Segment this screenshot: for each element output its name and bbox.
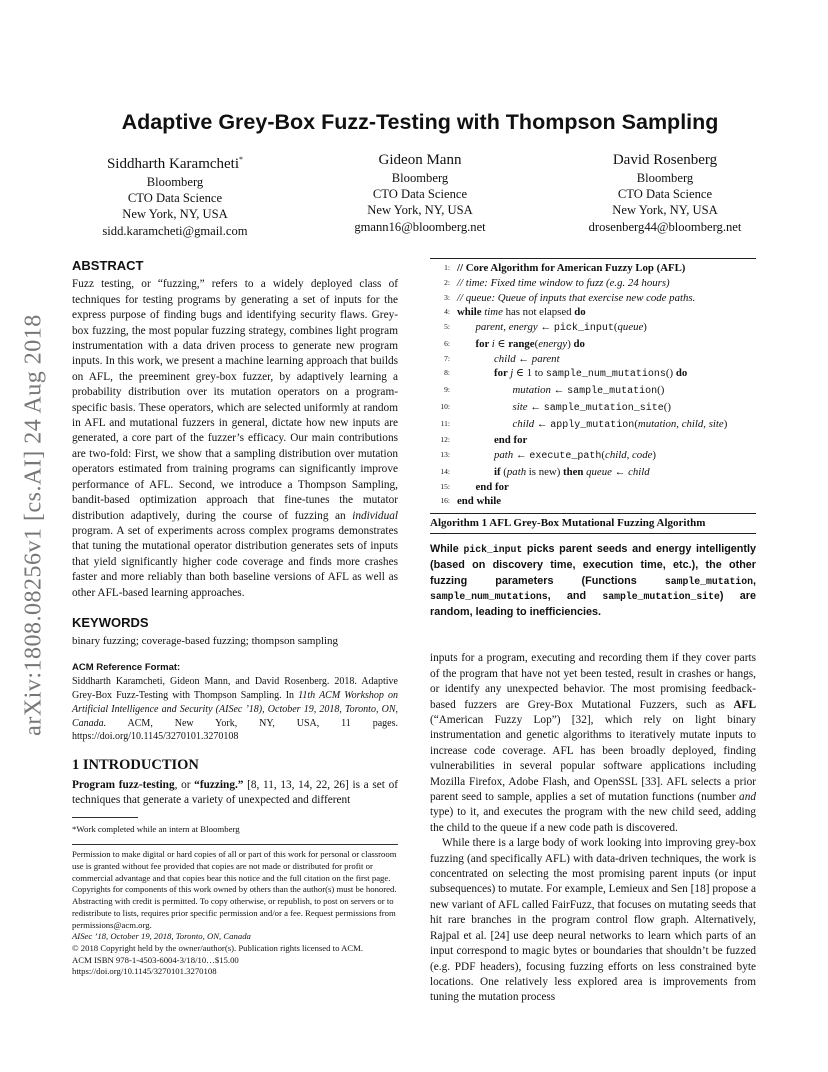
permission-isbn: ACM ISBN 978-1-4503-6004-3/18/10…$15.00 — [72, 954, 239, 965]
text-segment: end for — [475, 480, 509, 493]
line-code — [457, 433, 756, 448]
text-segment: ( — [634, 417, 638, 430]
intro-text-1: , or — [174, 778, 195, 791]
author-footnote-mark: * — [239, 155, 244, 164]
text-segment: is new) — [526, 465, 563, 478]
algorithm-line — [430, 305, 756, 320]
line-code — [457, 305, 756, 320]
author-email: drosenberg44@bloomberg.net — [588, 219, 742, 234]
text-segment: () — [665, 367, 676, 380]
code-identifier: execute_path — [529, 451, 602, 462]
line-code — [457, 480, 756, 495]
line-code — [457, 337, 756, 352]
algorithm-line — [430, 417, 756, 434]
line-number: 4: — [444, 307, 450, 317]
arxiv-id: arXiv:1808.08256v1 [cs.AI] 24 Aug 2018 — [20, 314, 47, 736]
line-number: 10: — [440, 401, 450, 411]
author-org: Bloomberg — [146, 175, 204, 189]
text-segment: (“American Fuzzy Lop”) [32], which rely on light binary instrumentation and genetic algorithms to iteratively mutate inputs to increase code coverage. AFL has been broadly deployed, finding vulnerabilities in several popular software applications including Mozilla Firefox, Adobe Flash, and OpenSSL [33]. AFL selects a prior parent seed to sample, applies a set of mutation functions (number — [430, 714, 756, 804]
line-number: 3: — [444, 292, 450, 302]
author-dept: CTO Data Science — [372, 187, 468, 202]
text-segment: site — [512, 400, 528, 413]
acm-ref-publisher: ACM, New York, NY, USA, 11 pages. https://doi.org/10.1145/3270101.3270108 — [72, 717, 398, 743]
line-code — [457, 383, 756, 400]
text-segment: , — [753, 574, 756, 587]
line-code — [457, 261, 756, 276]
author-name: Siddharth Karamcheti — [106, 156, 240, 172]
algorithm-line — [430, 352, 756, 367]
abstract-body-tail: program. A set of experiments across complex programs demonstrates that tuning the mutational operator distribution generates sets of inputs that yield significantly higher code coverage and finds more crashes faster and more reliably than both baseline versions of AFL as well as other AFL-based learning approaches. — [72, 524, 398, 599]
author-name: David Rosenberg — [612, 152, 718, 168]
line-number: 12: — [440, 435, 450, 445]
keywords-heading: KEYWORDS — [72, 614, 149, 630]
line-number: 5: — [444, 322, 450, 331]
text-segment: has not elapsed — [502, 306, 575, 319]
algorithm-line — [430, 337, 756, 352]
text-segment: i — [491, 337, 495, 350]
text-segment: ∈ 1 to — [513, 367, 546, 380]
text-segment: While — [430, 543, 464, 556]
algorithm-line — [430, 320, 756, 337]
code-identifier: apply_mutation — [550, 419, 635, 431]
body-paragraph — [430, 651, 756, 836]
text-segment: AFL — [733, 698, 756, 711]
text-segment: Core Algorithm for American Fuzzy Lop (AFL) — [465, 262, 686, 274]
acm-ref-heading: ACM Reference Format: — [72, 661, 181, 673]
right-column — [430, 258, 756, 1006]
text-segment: while — [457, 306, 485, 319]
text-segment: do — [574, 306, 586, 319]
text-segment: end while — [457, 495, 502, 508]
intro-text-2: [8, 11, 13, 14, 22, 26] is a set of techniques that generate a variety of unexpected and different — [72, 778, 398, 806]
text-segment: range — [508, 337, 535, 350]
line-number: 14: — [440, 466, 450, 476]
author-1 — [60, 150, 290, 239]
line-code — [457, 291, 756, 306]
intro-bold-2: “fuzzing.” — [194, 778, 244, 791]
author-3 — [550, 150, 780, 235]
text-segment: for — [475, 337, 492, 350]
line-code — [457, 465, 756, 480]
text-segment: child — [512, 417, 535, 430]
text-segment: queue — [586, 465, 612, 478]
algorithm-line — [430, 383, 756, 400]
algorithm-line — [430, 494, 756, 509]
body-paragraph: While there is a large body of work looking into improving grey-box fuzzing (and specifically AFL) with data-driven techniques, the work is concentrated on selecting the most promising parent inputs (or input subsequences) to mutate. For example, Lemieux and Sen [18] propose a new variant of AFL called FairFuzz, that focuses on mutating seeds that hit rare branches in the program control flow graph. Alternatively, Rajpal et al. [24] use deep neural networks to learn which parts of an input correspond to magic bytes or boundaries that shouldn’t be fuzzed (e.g. PDF headers), focusing fuzzing efforts on less constrained byte locations. One relatively less explored area is improvements from tuning the mutation process — [430, 837, 756, 1004]
line-number: 15: — [440, 481, 450, 491]
line-number: 8: — [444, 368, 450, 378]
code-identifier: sample_mutation — [567, 386, 658, 397]
author-2 — [305, 150, 535, 235]
text-segment: ) are random, leading to inefficiencies. — [430, 590, 756, 618]
text-segment: , — [503, 321, 509, 333]
line-number: 7: — [444, 353, 450, 363]
text-segment: child — [494, 352, 516, 365]
code-identifier: sample_mutation_site — [602, 591, 720, 603]
algorithm-line — [430, 291, 756, 306]
text-segment: path — [506, 465, 527, 478]
right-body — [430, 651, 756, 1005]
text-segment: queue — [617, 321, 644, 333]
text-segment: ) — [723, 417, 728, 430]
algorithm-line — [430, 261, 756, 276]
abstract-emphasis: individual — [352, 509, 398, 522]
text-segment: ← — [611, 465, 629, 478]
text-segment: ← — [537, 321, 554, 333]
text-segment: ← — [534, 417, 551, 430]
algorithm-line — [430, 433, 756, 448]
permission-venue: AISec ’18, October 19, 2018, Toronto, ON, Canada — [72, 931, 251, 942]
text-segment: ( — [503, 465, 507, 478]
acm-reference — [72, 675, 398, 744]
text-segment: , and — [547, 590, 603, 603]
line-code — [457, 494, 756, 509]
author-dept: CTO Data Science — [617, 187, 713, 202]
permission-rule — [72, 844, 398, 845]
algorithm-line — [430, 448, 756, 465]
author-org: Bloomberg — [636, 171, 694, 185]
text-segment: if — [494, 465, 504, 478]
paper-title: Adaptive Grey-Box Fuzz-Testing with Thompson Sampling — [121, 110, 719, 134]
text-segment: j — [510, 367, 514, 380]
acm-ref-authors: Siddharth Karamcheti, Gideon Mann, and David Rosenberg. 2018. Adaptive Grey-Box Fuzz-Testing with Thompson Sampling. In — [72, 676, 398, 701]
text-segment: ( — [534, 337, 539, 350]
author-email: gmann16@bloomberg.net — [354, 219, 486, 234]
permission-doi: https://doi.org/10.1145/3270101.3270108 — [72, 966, 217, 977]
text-segment: ) — [567, 337, 574, 350]
footnote-rule — [72, 817, 138, 818]
text-segment: ← — [550, 384, 568, 396]
author-org: Bloomberg — [391, 171, 449, 185]
text-segment: parent — [531, 352, 560, 365]
left-column — [72, 258, 398, 978]
code-identifier: sample_num_mutations — [430, 591, 548, 603]
intro-bold-1: Program fuzz-testing — [72, 778, 175, 791]
code-identifier: sample_mutation_site — [543, 402, 664, 414]
line-code — [457, 276, 756, 291]
text-segment: inputs for a program, executing and recording them if they cover parts of the program that have not yet been tested, result in crashes or hangs, or identify any unexpected behavior. The most promising feedback-based fuzzers are Grey-Box Mutational Fuzzers, such as — [430, 652, 756, 711]
line-code — [457, 448, 756, 465]
text-segment: ∈ — [494, 337, 509, 350]
text-segment: then — [563, 465, 587, 478]
text-segment: child, code — [605, 449, 653, 461]
text-segment: for — [494, 367, 511, 380]
text-segment: ← — [527, 400, 544, 413]
line-code — [457, 417, 756, 434]
author-name: Gideon Mann — [378, 152, 462, 168]
algorithm-description — [430, 542, 756, 620]
text-segment: do — [675, 367, 688, 380]
algorithm-listing — [430, 258, 756, 514]
author-email: sidd.karamcheti@gmail.com — [102, 223, 248, 238]
text-segment: () — [663, 400, 671, 413]
author-location: New York, NY, USA — [367, 203, 473, 218]
line-code — [457, 352, 756, 367]
line-code — [457, 320, 756, 337]
line-number: 1: — [444, 263, 450, 272]
line-number: 13: — [440, 450, 450, 459]
line-number: 16: — [440, 496, 450, 506]
line-number: 9: — [444, 385, 450, 394]
algorithm-line — [430, 276, 756, 291]
text-segment: energy — [538, 337, 568, 350]
text-segment: ( — [613, 321, 618, 333]
text-segment: ← — [515, 352, 532, 365]
text-segment: do — [573, 337, 585, 350]
line-number: 2: — [444, 277, 450, 287]
footnote: *Work completed while an intern at Bloomberg — [72, 824, 240, 835]
text-segment: time — [484, 306, 503, 319]
acm-ref-venue: 11th ACM Workshop on Artificial Intelligence and Security (AISec ’18), October 19, 2018, Toronto, ON, Canada. — [72, 689, 398, 729]
code-identifier: pick_input — [553, 323, 614, 334]
text-segment: path — [494, 449, 514, 461]
intro-text — [72, 778, 398, 809]
text-segment: type) to it, and executes the program with the new child seed, adding the child to the queue if a new code path is discovered. — [430, 806, 756, 834]
code-identifier: pick_input — [463, 544, 523, 556]
text-segment: // queue: Queue of inputs that exercise new code paths. — [457, 291, 696, 304]
code-identifier: sample_num_mutations — [545, 369, 666, 381]
line-number: 6: — [444, 338, 450, 348]
line-code — [457, 400, 756, 417]
author-location: New York, NY, USA — [122, 207, 228, 222]
text-segment: mutation, child, site — [637, 417, 724, 430]
arxiv-stamp — [18, 290, 50, 760]
abstract-body: Fuzz testing, or “fuzzing,” refers to a widely deployed class of techniques for testing programs by generating a set of inputs for the express purpose of finding bugs and identifying security flaws. Grey-box fuzzing, the most popular fuzzing strategy, combines light program instrumentation with a data driven process to generate new program inputs. In this work, we present a machine learning approach that builds on AFL, the preeminent grey-box fuzzer, by adaptively learning a probability distribution over its mutation operators on a program-specific basis. These operators, which are selected uniformly at random in AFL and mutational fuzzers in general, dictate how new inputs are generated, a core part of the fuzzer’s efficacy. Our main contributions are two-fold: First, we show that a sampling distribution over mutation operators estimated from training programs can significantly improve performance of AFL. Second, we introduce a Thompson Sampling, bandit-based optimization approach that fine-tunes the mutator distribution adaptively, during the course of fuzzing an — [72, 278, 398, 522]
algorithm-line — [430, 366, 756, 383]
text-segment: end for — [494, 434, 528, 447]
text-segment: energy — [508, 321, 538, 333]
line-code — [457, 366, 756, 383]
text-segment: parent — [475, 321, 504, 333]
text-segment: picks parent seeds and energy intelligently (based on discovery time, execution time, etc.), the other fuzzing parameters (Functions — [430, 543, 756, 587]
permission-block — [72, 849, 398, 978]
author-dept: CTO Data Science — [127, 191, 223, 206]
keywords-text: binary fuzzing; coverage-based fuzzing; thompson sampling — [72, 635, 339, 648]
line-number: 11: — [440, 418, 450, 428]
text-segment: ← — [513, 449, 530, 461]
permission-text: Permission to make digital or hard copies of all or part of this work for personal or classroom use is granted without fee provided that copies are not made or distributed for profit or commercial advantage and that copies bear this notice and the full citation on the first page. Copyrights for components of this work owned by others than the author(s) must be honored. Abstracting with credit is permitted. To copy otherwise, or republish, to post on servers or to redistribute to lists, requires prior specific permission and/or a fee. Request permissions from permissions@acm.org. — [72, 849, 397, 930]
text-segment: ) — [643, 321, 647, 333]
code-identifier: sample_mutation — [664, 575, 753, 587]
algorithm-line — [430, 400, 756, 417]
algorithm-line — [430, 465, 756, 480]
text-segment: // time: Fixed time window to fuzz (e.g. 24 hours) — [457, 276, 670, 289]
text-segment: child — [628, 465, 650, 478]
author-location: New York, NY, USA — [612, 203, 718, 218]
text-segment: ( — [601, 449, 606, 461]
text-segment: () — [657, 384, 665, 396]
abstract-heading: ABSTRACT — [72, 258, 144, 273]
section-heading: 1 INTRODUCTION — [72, 757, 199, 774]
algorithm-line — [430, 480, 756, 495]
text-segment: ) — [652, 449, 657, 461]
algorithm-caption: Algorithm 1 AFL Grey-Box Mutational Fuzzing Algorithm — [430, 514, 756, 534]
abstract-text — [72, 277, 398, 601]
permission-copyright: © 2018 Copyright held by the owner/author(s). Publication rights licensed to ACM. — [72, 942, 364, 953]
text-segment: // — [457, 262, 466, 274]
text-segment: and — [739, 791, 756, 804]
text-segment: mutation — [512, 384, 551, 396]
